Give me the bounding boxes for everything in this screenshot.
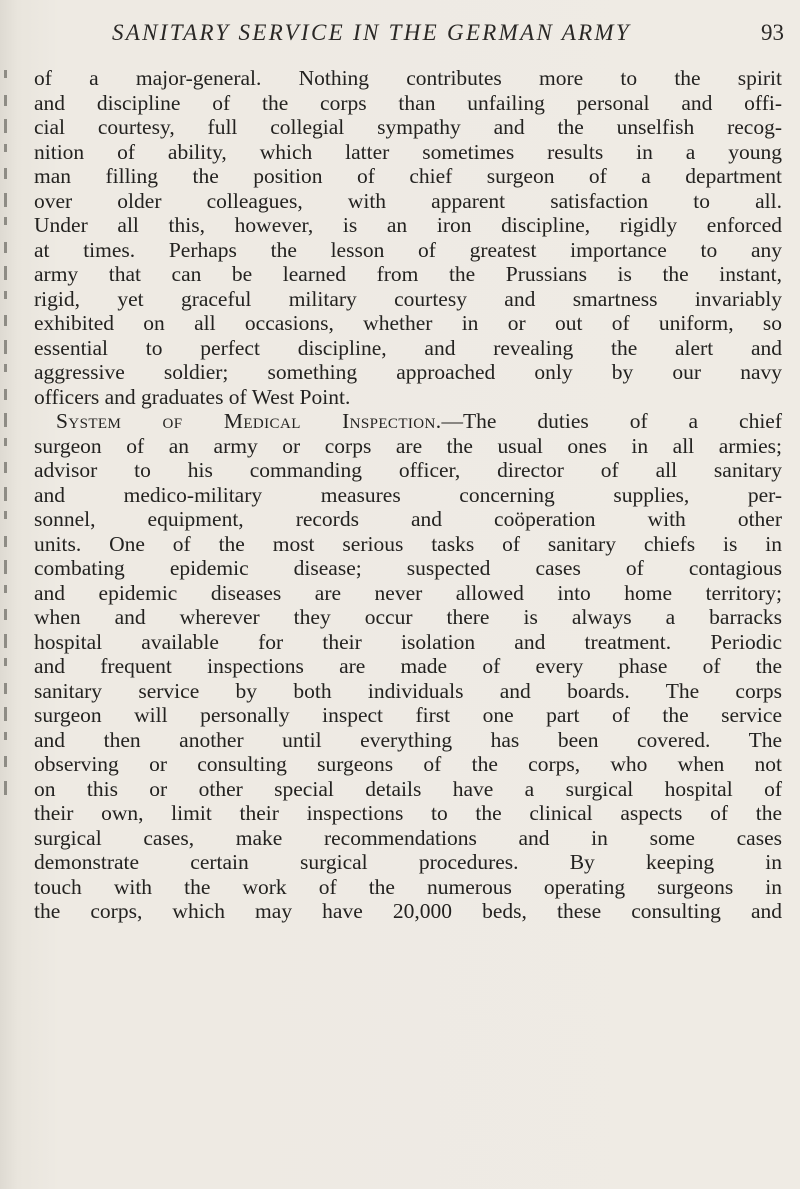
text-line: man filling the position of chief surgeon of a department bbox=[34, 164, 782, 188]
text-line: and medico-military measures concerning supplies, per- bbox=[34, 482, 782, 507]
text-line: over older colleagues, with apparent satisfaction to all. bbox=[34, 188, 782, 213]
text-line: exhibited on all occasions, whether in or out of uniform, so bbox=[34, 311, 782, 335]
text-line: and discipline of the corps than unfailing personal and offi- bbox=[34, 90, 782, 115]
text-line: hospital available for their isolation and treatment. Periodic bbox=[34, 629, 782, 654]
binding-mark bbox=[4, 70, 7, 78]
binding-mark bbox=[4, 266, 7, 280]
binding-mark bbox=[4, 193, 7, 207]
text-line: combating epidemic disease; suspected cases of contagious bbox=[34, 556, 782, 580]
text-line: surgical cases, make recommendations and in some cases bbox=[34, 825, 782, 850]
binding-mark bbox=[4, 487, 7, 501]
binding-mark bbox=[4, 438, 7, 446]
section-first-line-text: —The duties of a chief bbox=[441, 409, 783, 433]
binding-mark bbox=[4, 756, 7, 767]
text-line: surgeon of an army or corps are the usual ones in all armies; bbox=[34, 433, 782, 458]
text-line: army that can be learned from the Prussians is the instant, bbox=[34, 262, 782, 286]
binding-mark bbox=[4, 168, 7, 179]
text-line: touch with the work of the numerous operating surgeons in bbox=[34, 874, 782, 899]
text-line: and frequent inspections are made of every phase of the bbox=[34, 654, 782, 678]
text-line: and epidemic diseases are never allowed into home territory; bbox=[34, 580, 782, 605]
section-first-line bbox=[34, 409, 782, 434]
binding-mark bbox=[4, 585, 7, 593]
running-title: SANITARY SERVICE IN THE GERMAN ARMY bbox=[112, 20, 631, 45]
binding-mark bbox=[4, 707, 7, 721]
binding-mark bbox=[4, 683, 7, 694]
text-line: essential to perfect discipline, and revealing the alert and bbox=[34, 335, 782, 360]
binding-mark bbox=[4, 315, 7, 326]
binding-mark bbox=[4, 462, 7, 473]
binding-mark bbox=[4, 511, 7, 519]
text-line: advisor to his commanding officer, director of all sanitary bbox=[34, 458, 782, 482]
binding-mark bbox=[4, 413, 7, 427]
binding-mark bbox=[4, 781, 7, 795]
text-line: Under all this, however, is an iron discipline, rigidly enforced bbox=[34, 213, 782, 237]
binding-mark bbox=[4, 217, 7, 225]
text-line: units. One of the most serious tasks of sanitary chiefs is in bbox=[34, 531, 782, 556]
text-line: demonstrate certain surgical procedures. By keeping in bbox=[34, 850, 782, 874]
binding-mark bbox=[4, 95, 7, 106]
running-head bbox=[0, 10, 800, 50]
binding-mark bbox=[4, 242, 7, 253]
text-line: of a major-general. Nothing contributes more to the spirit bbox=[34, 66, 782, 90]
text-line: on this or other special details have a surgical hospital of bbox=[34, 776, 782, 801]
binding-mark bbox=[4, 658, 7, 666]
text-line: sanitary service by both individuals and boards. The corps bbox=[34, 678, 782, 703]
binding-mark bbox=[4, 732, 7, 740]
text-line: their own, limit their inspections to the clinical aspects of the bbox=[34, 801, 782, 825]
text-line: the corps, which may have 20,000 beds, these consulting and bbox=[34, 899, 782, 923]
text-line: aggressive soldier; something approached only by our navy bbox=[34, 360, 782, 384]
section-heading: System of Medical Inspection. bbox=[56, 409, 442, 433]
binding-mark bbox=[4, 560, 7, 574]
binding-mark bbox=[4, 364, 7, 372]
binding-mark bbox=[4, 389, 7, 400]
text-line: nition of ability, which latter sometimes results in a young bbox=[34, 139, 782, 164]
binding-mark bbox=[4, 609, 7, 620]
text-line: sonnel, equipment, records and coöperation with other bbox=[34, 507, 782, 531]
binding-mark bbox=[4, 144, 7, 152]
binding-mark bbox=[4, 291, 7, 299]
text-line: observing or consulting surgeons of the corps, who when not bbox=[34, 752, 782, 776]
text-line: and then another until everything has been covered. The bbox=[34, 727, 782, 752]
page-number: 93 bbox=[761, 20, 784, 45]
binding-edge bbox=[4, 70, 12, 830]
body-text bbox=[34, 66, 782, 924]
binding-mark bbox=[4, 634, 7, 648]
binding-mark bbox=[4, 536, 7, 547]
text-line: rigid, yet graceful military courtesy and smartness invariably bbox=[34, 286, 782, 311]
text-line: officers and graduates of West Point. bbox=[34, 384, 351, 409]
text-line: when and wherever they occur there is always a barracks bbox=[34, 605, 782, 629]
text-line: at times. Perhaps the lesson of greatest importance to any bbox=[34, 237, 782, 262]
binding-mark bbox=[4, 340, 7, 354]
text-line: surgeon will personally inspect first one part of the service bbox=[34, 703, 782, 727]
binding-mark bbox=[4, 119, 7, 133]
text-line: cial courtesy, full collegial sympathy and the unselfish recog- bbox=[34, 115, 782, 139]
